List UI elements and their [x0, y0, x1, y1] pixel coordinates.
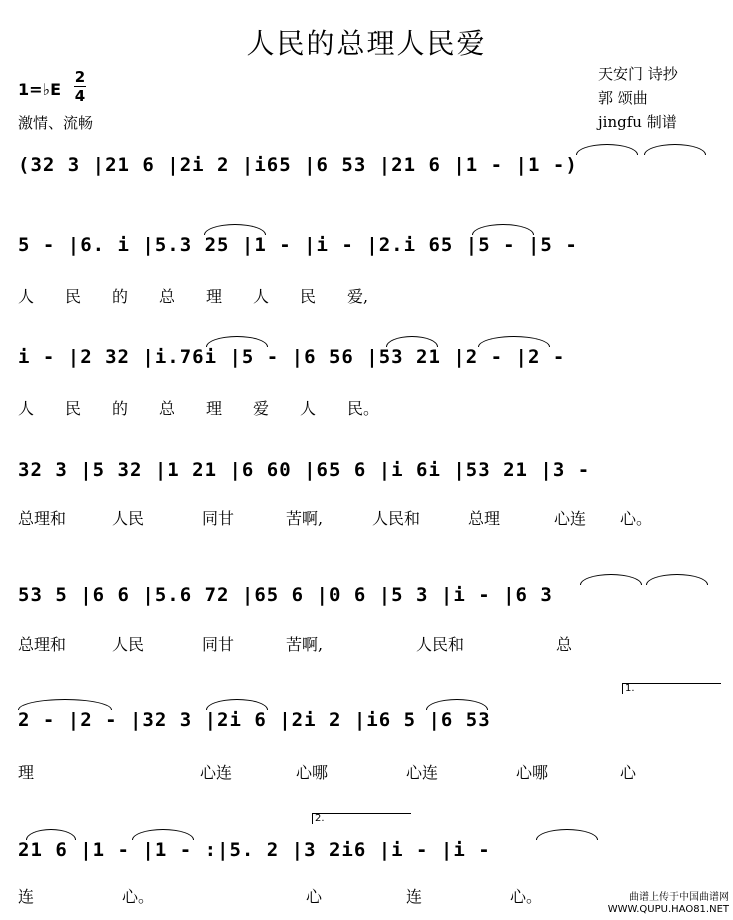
lyric: 连: [18, 887, 35, 906]
tie-arc: [644, 144, 706, 155]
lyric: 苦啊,: [286, 635, 324, 654]
time-signature: [74, 70, 86, 103]
lyric: 理: [206, 399, 223, 418]
lyric: 的: [112, 399, 129, 418]
lyric: 人: [253, 287, 270, 306]
lyric: 民: [65, 287, 82, 306]
staff-row-1: [18, 150, 720, 196]
lyric: 心连: [406, 763, 439, 782]
lyric: 人民: [112, 635, 145, 654]
notation-row-3: i - |2 32 |i.76i |5 - |6 56 |53 21 |2 - |2 -: [18, 346, 566, 368]
lyric: 心: [306, 887, 323, 906]
credit-engraver: jingfu 制谱: [598, 113, 677, 131]
lyric: 苦啊,: [286, 509, 324, 528]
notation-row-2: 5 - |6. i |5.3 25 |1 - |i - |2.i 65 |5 - |5 -: [18, 234, 578, 256]
lyric: 总: [159, 287, 176, 306]
lyric: 心: [620, 763, 637, 782]
lyric: 理: [206, 287, 223, 306]
slur-arc: [386, 336, 438, 347]
footer-watermark: [608, 892, 729, 916]
staff-row-6: [18, 683, 720, 751]
staff-row-3: [18, 342, 720, 388]
volta-2: 2.: [312, 813, 411, 824]
lyric: 总: [159, 399, 176, 418]
lyrics-row-7: [18, 884, 550, 907]
lyric: 心。: [510, 887, 543, 906]
lyrics-row-3: [18, 396, 394, 419]
lyric: 的: [112, 287, 129, 306]
staff-row-5: [18, 580, 720, 626]
lyric: 人民: [112, 509, 145, 528]
key-signature: 1=♭E: [18, 80, 62, 99]
staff-row-7: [18, 813, 720, 881]
lyric: 心哪: [516, 763, 549, 782]
lyric: 同甘: [202, 509, 235, 528]
notation-row-7: 21 6 |1 - |1 - :|5. 2 |3 2i6 |i - |i -: [18, 839, 491, 861]
lyric: 人: [300, 399, 317, 418]
lyric: 总: [556, 635, 573, 654]
footer-line-1: 曲谱上传于中国曲谱网: [629, 892, 729, 903]
lyrics-row-6: [18, 760, 650, 783]
lyric: 心。: [620, 509, 653, 528]
credit-lyricist: 天安门 诗抄: [598, 65, 678, 83]
credits: [598, 62, 678, 134]
tie-arc: [576, 144, 638, 155]
lyric: 总理: [468, 509, 501, 528]
lyric: 心哪: [296, 763, 329, 782]
slur-arc: [472, 224, 534, 235]
footer-line-2: WWW.QUPU.HAO81.NET: [607, 904, 729, 915]
tie-arc: [132, 829, 194, 840]
staff-row-2: [18, 230, 720, 276]
staff-row-4: [18, 455, 720, 501]
tie-arc: [646, 574, 708, 585]
lyric: 人: [18, 287, 35, 306]
slur-arc: [206, 699, 268, 710]
lyric: 爱,: [347, 287, 369, 306]
expression-marking: 激情、流畅: [18, 114, 94, 132]
notation-row-5: 53 5 |6 6 |5.6 72 |65 6 |0 6 |5 3 |i - |6 3: [18, 584, 553, 606]
time-signature-bottom: 4: [74, 87, 86, 105]
credit-composer: 郭 颂曲: [598, 89, 648, 107]
lyrics-row-4: [18, 506, 660, 529]
page-title: 人民的总理人民爱: [246, 27, 487, 60]
slur-arc: [426, 699, 488, 710]
lyric: 理: [18, 763, 35, 782]
lyric: 人: [18, 399, 35, 418]
notation-row-6: 2 - |2 - |32 3 |2i 6 |2i 2 |i6 5 |6 53: [18, 709, 491, 731]
lyric: 人民和: [372, 509, 421, 528]
slur-arc: [26, 829, 76, 840]
slur-arc: [204, 224, 266, 235]
lyric: 心连: [554, 509, 587, 528]
lyric: 爱: [253, 399, 270, 418]
lyric: 民。: [347, 399, 380, 418]
lyric: 连: [406, 887, 423, 906]
tie-arc: [536, 829, 598, 840]
tie-arc: [18, 699, 112, 710]
tie-arc: [580, 574, 642, 585]
lyric: 同甘: [202, 635, 235, 654]
notation-row-1: (32 3 |21 6 |2i 2 |i65 |6 53 |21 6 |1 - |1 -): [18, 154, 578, 176]
slur-arc: [478, 336, 550, 347]
lyric: 心连: [200, 763, 233, 782]
volta-1: 1.: [622, 683, 721, 694]
lyric: 人民和: [416, 635, 465, 654]
slur-arc: [206, 336, 268, 347]
notation-row-4: 32 3 |5 32 |1 21 |6 60 |65 6 |i 6i |53 21 |3 -: [18, 459, 591, 481]
lyrics-row-5: [18, 632, 596, 655]
lyric: 民: [300, 287, 317, 306]
lyric: 总理和: [18, 635, 67, 654]
lyric: 心。: [122, 887, 155, 906]
time-signature-top: 2: [74, 68, 86, 86]
lyric: 总理和: [18, 509, 67, 528]
lyrics-row-2: [18, 284, 394, 307]
lyric: 民: [65, 399, 82, 418]
